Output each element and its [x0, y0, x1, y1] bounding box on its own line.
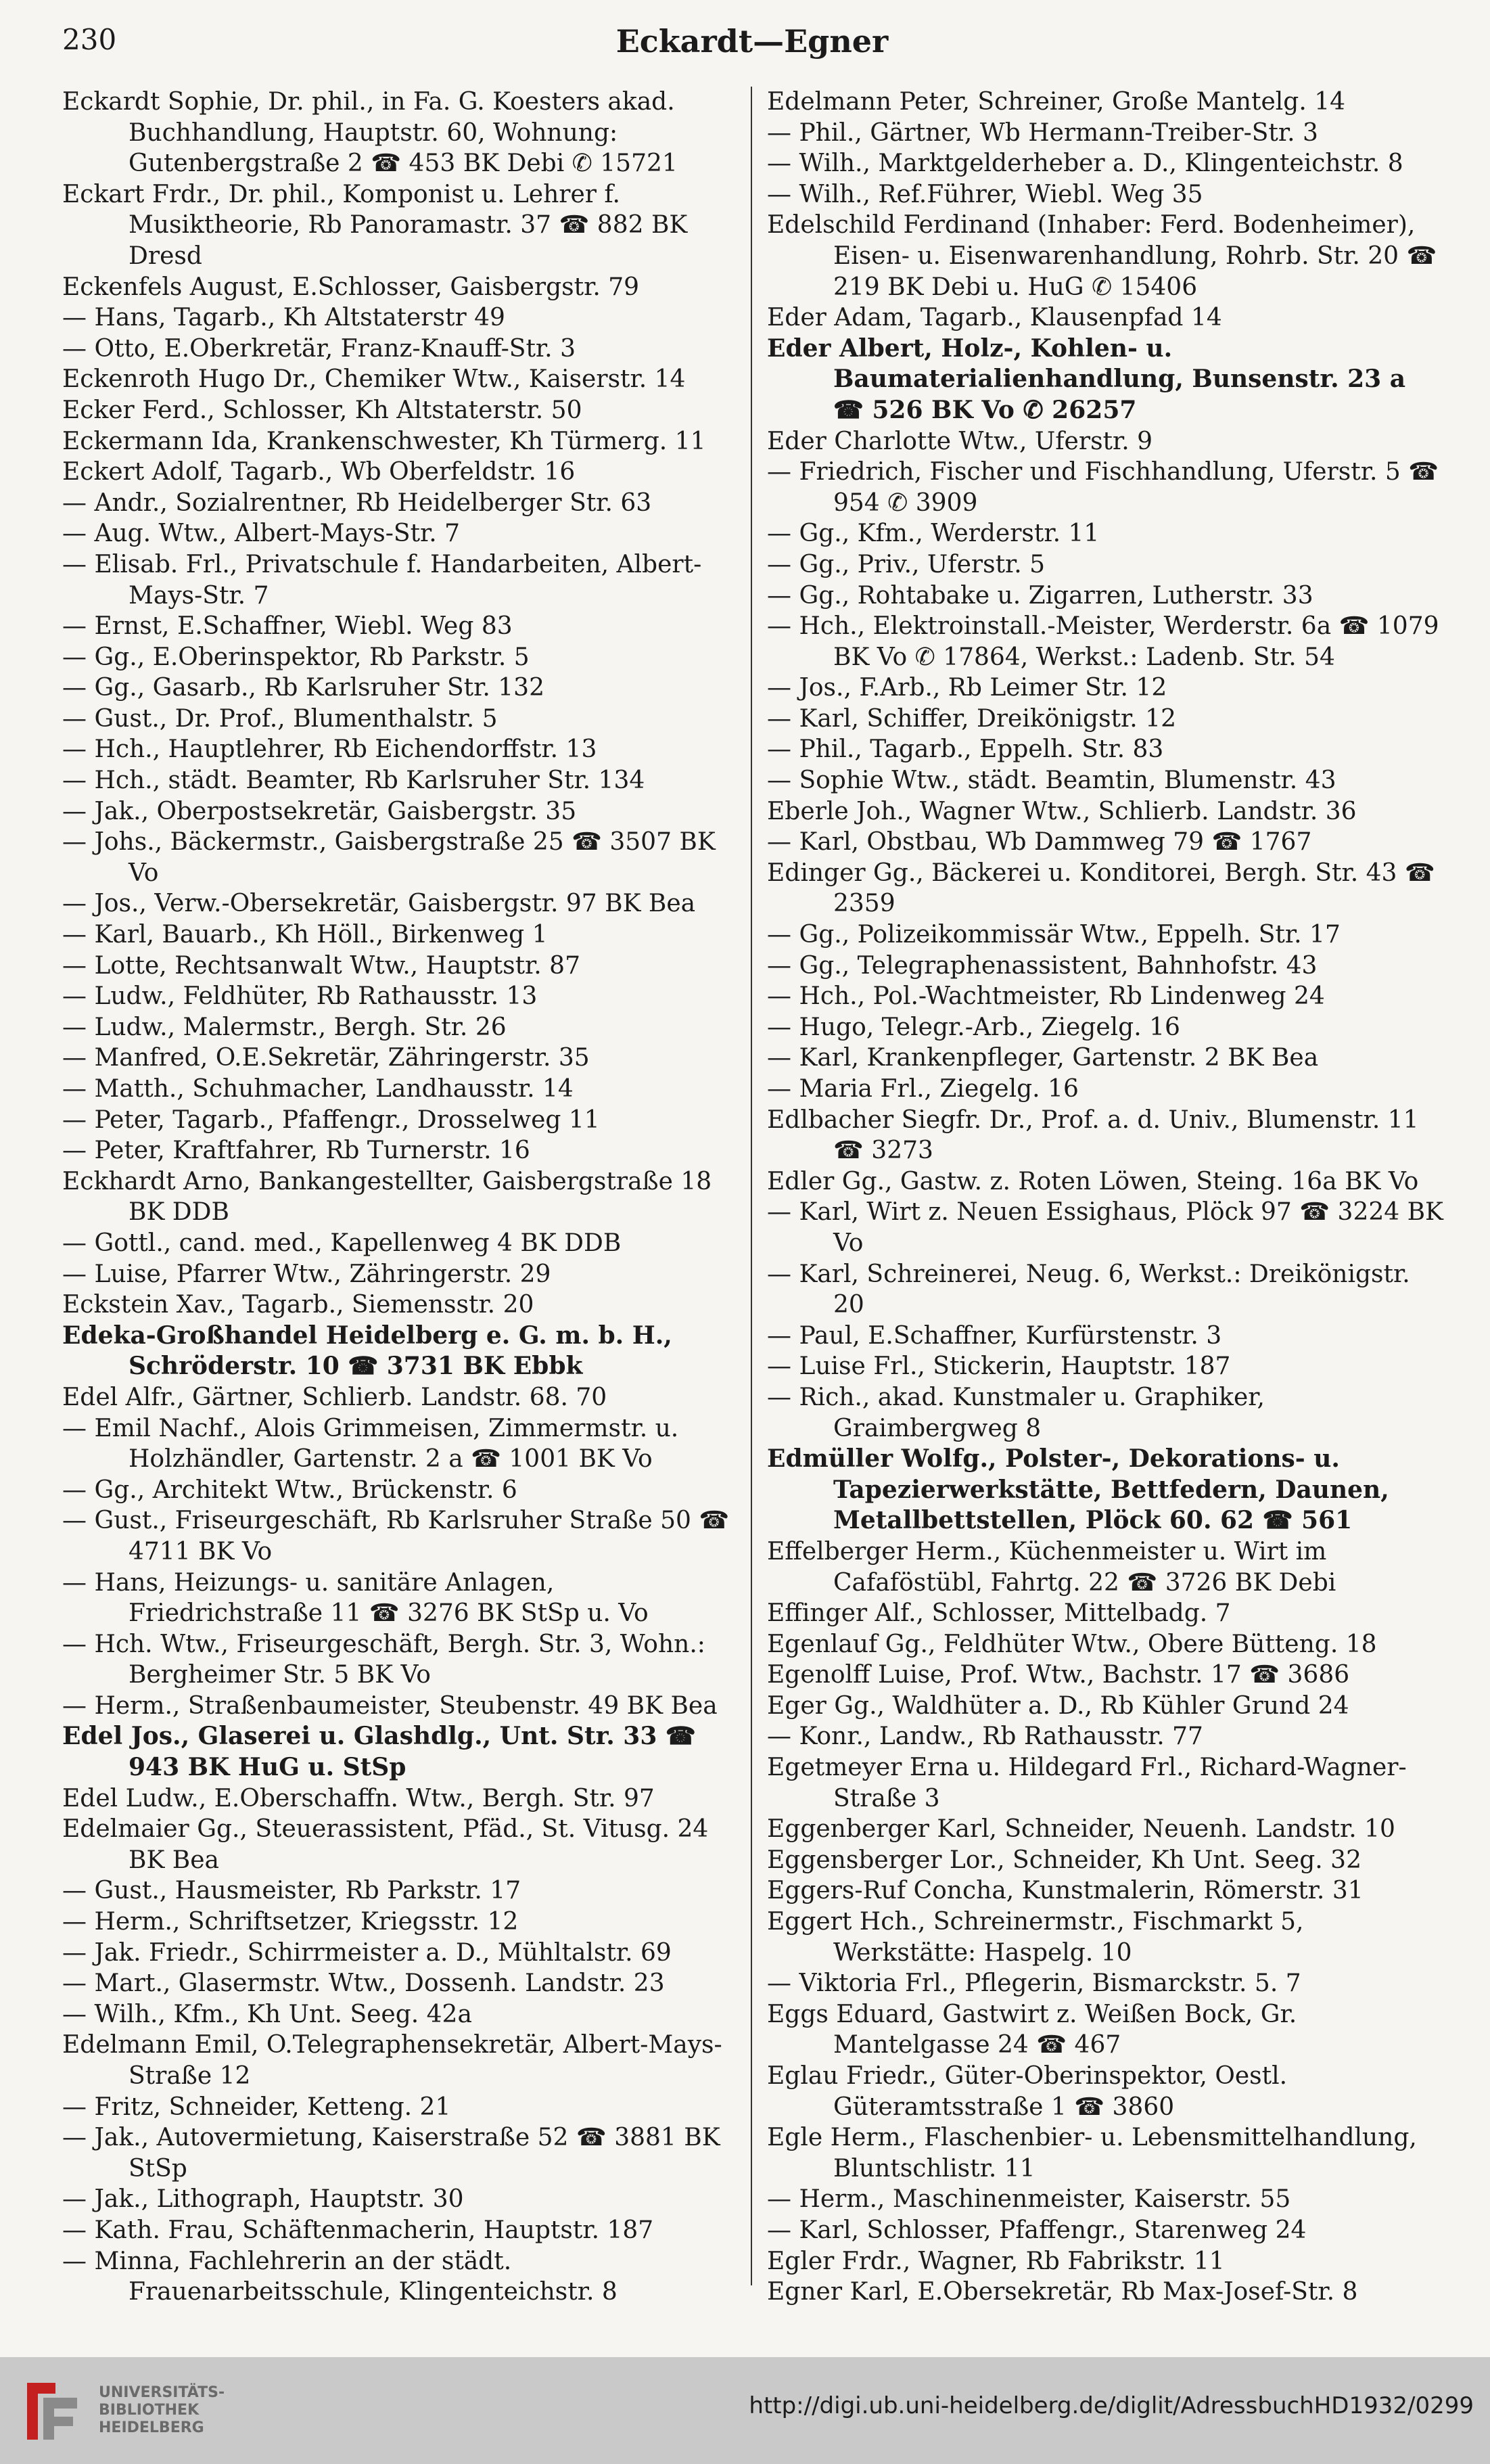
directory-entry: — Wilh., Ref.Führer, Wiebl. Weg 35	[767, 180, 1203, 208]
directory-entry: — Minna, Fachlehrerin an der städt. Frauenarbeitsschule, Klingenteichstr. 8	[62, 2247, 618, 2306]
directory-entry: — Otto, E.Oberkretär, Franz-Knauff-Str. 3	[62, 334, 576, 363]
directory-entry: Edinger Gg., Bäckerei u. Konditorei, Bergh. Str. 43 ☎ 2359	[767, 859, 1435, 918]
directory-entry: — Karl, Bauarb., Kh Höll., Birkenweg 1	[62, 921, 548, 949]
directory-entry: — Lotte, Rechtsanwalt Wtw., Hauptstr. 87	[62, 951, 580, 980]
directory-entry: Eberle Joh., Wagner Wtw., Schlierb. Landstr. 36	[767, 797, 1357, 825]
directory-entry: — Aug. Wtw., Albert-Mays-Str. 7	[62, 520, 461, 548]
directory-entry: — Gg., Polizeikommissär Wtw., Eppelh. Str. 17	[767, 921, 1341, 949]
directory-entry: Edler Gg., Gastw. z. Roten Löwen, Steing. 16a BK Vo	[767, 1167, 1419, 1195]
directory-entry: — Manfred, O.E.Sekretär, Zähringerstr. 35	[62, 1044, 590, 1072]
directory-entry: Effelberger Herm., Küchenmeister u. Wirt im Cafaföstübl, Fahrtg. 22 ☎ 3726 BK Debi	[767, 1537, 1336, 1597]
directory-entry: — Hch., städt. Beamter, Rb Karlsruher Str. 134	[62, 767, 645, 795]
directory-entry: Eckart Frdr., Dr. phil., Komponist u. Lehrer f. Musiktheorie, Rb Panoramastr. 37 ☎ 882 BK Dresd	[62, 180, 688, 270]
directory-entry: Edelmann Peter, Schreiner, Große Mantelg. 14	[767, 88, 1346, 116]
directory-entry: — Jos., F.Arb., Rb Leimer Str. 12	[767, 674, 1167, 702]
directory-entry: Egler Frdr., Wagner, Rb Fabrikstr. 11	[767, 2247, 1225, 2275]
directory-entry: Eggert Hch., Schreinermstr., Fischmarkt 5, Werkstätte: Haspelg. 10	[767, 1908, 1304, 1967]
directory-entry: — Andr., Sozialrentner, Rb Heidelberger Str. 63	[62, 488, 652, 517]
directory-entry: — Hch., Hauptlehrer, Rb Eichendorffstr. 13	[62, 735, 597, 764]
directory-entry: — Karl, Schlosser, Pfaffengr., Starenweg 24	[767, 2216, 1307, 2244]
directory-entry: — Gg., E.Oberinspektor, Rb Parkstr. 5	[62, 643, 530, 671]
page-running-title: Eckardt—Egner	[615, 23, 889, 60]
directory-entry: — Karl, Schreinerei, Neug. 6, Werkst.: Dreikönigstr. 20	[767, 1260, 1410, 1319]
directory-entry: — Gottl., cand. med., Kapellenweg 4 BK DDB	[62, 1229, 622, 1257]
directory-entry: Edel Alfr., Gärtner, Schlierb. Landstr. 68. 70	[62, 1383, 607, 1411]
directory-entry: Egner Karl, E.Obersekretär, Rb Max-Josef-Str. 8	[767, 2278, 1358, 2306]
directory-entry: — Gg., Rohtabake u. Zigarren, Lutherstr. 33	[767, 581, 1313, 610]
column-divider	[751, 87, 752, 2285]
directory-entry: — Ernst, E.Schaffner, Wiebl. Weg 83	[62, 612, 513, 641]
directory-entry: — Hch., Pol.-Wachtmeister, Rb Lindenweg 24	[767, 982, 1325, 1011]
directory-entry: — Herm., Schriftsetzer, Kriegsstr. 12	[62, 1908, 519, 1936]
directory-entry: — Sophie Wtw., städt. Beamtin, Blumenstr. 43	[767, 767, 1336, 795]
directory-entry: Eckenroth Hugo Dr., Chemiker Wtw., Kaiserstr. 14	[62, 365, 686, 394]
directory-entry: — Gust., Hausmeister, Rb Parkstr. 17	[62, 1877, 521, 1905]
directory-entry: — Ludw., Feldhüter, Rb Rathausstr. 13	[62, 982, 538, 1011]
directory-entry: Edelmaier Gg., Steuerassistent, Pfäd., St. Vitusg. 24 BK Bea	[62, 1815, 709, 1874]
directory-entry: — Mart., Glasermstr. Wtw., Dossenh. Landstr. 23	[62, 1969, 665, 1998]
directory-entry: Edeka-Großhandel Heidelberg e. G. m. b. H., Schröderstr. 10 ☎ 3731 BK Ebbk	[62, 1321, 672, 1381]
directory-entry: Edelmann Emil, O.Telegraphensekretär, Albert-Mays-Straße 12	[62, 2031, 722, 2090]
directory-entry: — Karl, Schiffer, Dreikönigstr. 12	[767, 704, 1176, 733]
directory-entry: — Gg., Telegraphenassistent, Bahnhofstr. 43	[767, 951, 1318, 980]
directory-entry: — Gust., Dr. Prof., Blumenthalstr. 5	[62, 704, 498, 733]
directory-entry: — Emil Nachf., Alois Grimmeisen, Zimmermstr. u. Holzhändler, Gartenstr. 2 a ☎ 1001 BK Vo	[62, 1414, 679, 1474]
directory-entry: — Gg., Architekt Wtw., Brückenstr. 6	[62, 1476, 517, 1504]
directory-entry: Eggensberger Lor., Schneider, Kh Unt. Seeg. 32	[767, 1846, 1361, 1874]
directory-entry: — Ludw., Malermstr., Bergh. Str. 26	[62, 1013, 507, 1041]
directory-entry: Edlbacher Siegfr. Dr., Prof. a. d. Univ., Blumenstr. 11 ☎ 3273	[767, 1105, 1419, 1165]
directory-entry: — Fritz, Schneider, Ketteng. 21	[62, 2093, 451, 2121]
directory-entry: — Gg., Priv., Uferstr. 5	[767, 550, 1046, 578]
directory-columns	[62, 87, 1443, 2306]
directory-entry: — Jak., Lithograph, Hauptstr. 30	[62, 2185, 464, 2214]
directory-entry: Eggenberger Karl, Schneider, Neuenh. Landstr. 10	[767, 1815, 1395, 1844]
directory-entry: — Wilh., Kfm., Kh Unt. Seeg. 42a	[62, 2000, 472, 2028]
directory-entry: Eckardt Sophie, Dr. phil., in Fa. G. Koesters akad. Buchhandlung, Hauptstr. 60, Wohnung: Gutenbergstraße 2 ☎ 453 BK Debi ✆ 15721	[62, 88, 678, 178]
directory-entry: Eckhardt Arno, Bankangestellter, Gaisbergstraße 18 BK DDB	[62, 1167, 712, 1227]
directory-entry: Eckenfels August, E.Schlosser, Gaisbergstr. 79	[62, 273, 640, 301]
directory-entry: Edel Ludw., E.Oberschaffn. Wtw., Bergh. Str. 97	[62, 1784, 655, 1812]
directory-entry: Ecker Ferd., Schlosser, Kh Altstaterstr. 50	[62, 396, 582, 424]
directory-entry: — Hch. Wtw., Friseurgeschäft, Bergh. Str. 3, Wohn.: Bergheimer Str. 5 BK Vo	[62, 1630, 705, 1689]
directory-entry: — Hans, Tagarb., Kh Altstaterstr 49	[62, 304, 505, 332]
directory-entry: Edelschild Ferdinand (Inhaber: Ferd. Bodenheimer), Eisen- u. Eisenwarenhandlung, Rohrb. Str. 20 ☎ 219 BK Debi u. HuG ✆ 15406	[767, 211, 1437, 301]
directory-entry: — Jak., Autovermietung, Kaiserstraße 52 ☎ 3881 BK StSp	[62, 2124, 720, 2183]
directory-entry: Eder Albert, Holz-, Kohlen- u. Baumaterialienhandlung, Bunsenstr. 23 a ☎ 526 BK Vo ✆ 26257	[767, 334, 1406, 424]
directory-entry: — Peter, Kraftfahrer, Rb Turnerstr. 16	[62, 1137, 530, 1165]
directory-entry: — Karl, Obstbau, Wb Dammweg 79 ☎ 1767	[767, 828, 1312, 857]
directory-entry: — Karl, Wirt z. Neuen Essighaus, Plöck 97 ☎ 3224 BK Vo	[767, 1198, 1443, 1257]
library-logo-icon[interactable]	[15, 2377, 89, 2445]
directory-entry: Eger Gg., Waldhüter a. D., Rb Kühler Grund 24	[767, 1691, 1349, 1720]
directory-entry: — Herm., Maschinenmeister, Kaiserstr. 55	[767, 2185, 1291, 2214]
page-header	[62, 23, 1442, 64]
directory-entry: — Hch., Elektroinstall.-Meister, Werderstr. 6a ☎ 1079 BK Vo ✆ 17864, Werkst.: Ladenb. Str. 54	[767, 612, 1439, 671]
directory-entry: Egle Herm., Flaschenbier- u. Lebensmittelhandlung, Bluntschlistr. 11	[767, 2124, 1417, 2183]
directory-entry: — Friedrich, Fischer und Fischhandlung, Uferstr. 5 ☎ 954 ✆ 3909	[767, 458, 1439, 517]
directory-entry: — Phil., Tagarb., Eppelh. Str. 83	[767, 735, 1164, 764]
directory-entry: Edmüller Wolfg., Polster-, Dekorations- u. Tapezierwerkstätte, Bettfedern, Daunen, Metallbettstellen, Plöck 60. 62 ☎ 561	[767, 1444, 1389, 1535]
directory-entry: — Konr., Landw., Rb Rathausstr. 77	[767, 1722, 1203, 1751]
directory-entry: — Kath. Frau, Schäftenmacherin, Hauptstr. 187	[62, 2216, 654, 2244]
directory-entry: — Peter, Tagarb., Pfaffengr., Drosselweg 11	[62, 1105, 600, 1134]
directory-entry: — Karl, Krankenpfleger, Gartenstr. 2 BK Bea	[767, 1044, 1319, 1072]
directory-entry: — Paul, E.Schaffner, Kurfürstenstr. 3	[767, 1321, 1222, 1350]
directory-entry: — Rich., akad. Kunstmaler u. Graphiker, Graimbergweg 8	[767, 1383, 1265, 1442]
directory-entry: — Gust., Friseurgeschäft, Rb Karlsruher Straße 50 ☎ 4711 BK Vo	[62, 1507, 730, 1566]
directory-entry: — Hans, Heizungs- u. sanitäre Anlagen, Friedrichstraße 11 ☎ 3276 BK StSp u. Vo	[62, 1568, 649, 1628]
directory-entry: Edel Jos., Glaserei u. Glashdlg., Unt. Str. 33 ☎ 943 BK HuG u. StSp	[62, 1722, 696, 1782]
right-column	[767, 87, 1443, 2306]
directory-entry: Eckert Adolf, Tagarb., Wb Oberfeldstr. 16	[62, 458, 576, 486]
directory-entry: Effinger Alf., Schlosser, Mittelbadg. 7	[767, 1599, 1231, 1628]
directory-entry: — Herm., Straßenbaumeister, Steubenstr. 49 BK Bea	[62, 1691, 718, 1720]
directory-entry: — Phil., Gärtner, Wb Hermann-Treiber-Str. 3	[767, 118, 1318, 147]
directory-entry: Eder Charlotte Wtw., Uferstr. 9	[767, 427, 1153, 455]
directory-entry: — Wilh., Marktgelderheber a. D., Klingenteichstr. 8	[767, 150, 1403, 178]
directory-entry: — Hugo, Telegr.-Arb., Ziegelg. 16	[767, 1013, 1180, 1041]
page-number: 230	[62, 23, 117, 56]
directory-entry: — Gg., Kfm., Werderstr. 11	[767, 520, 1100, 548]
directory-entry: — Jak. Friedr., Schirrmeister a. D., Mühltalstr. 69	[62, 1938, 672, 1967]
library-name: UNIVERSITÄTS- BIBLIOTHEK HEIDELBERG	[99, 2384, 225, 2436]
directory-entry: Eder Adam, Tagarb., Klausenpfad 14	[767, 304, 1222, 332]
directory-entry: — Gg., Gasarb., Rb Karlsruher Str. 132	[62, 674, 544, 702]
directory-entry: — Luise, Pfarrer Wtw., Zähringerstr. 29	[62, 1260, 551, 1288]
directory-entry: Eckermann Ida, Krankenschwester, Kh Türmerg. 11	[62, 427, 706, 455]
directory-entry: — Jos., Verw.-Obersekretär, Gaisbergstr. 97 BK Bea	[62, 890, 696, 918]
directory-entry: Egetmeyer Erna u. Hildegard Frl., Richard-Wagner-Straße 3	[767, 1754, 1407, 1812]
directory-entry: — Luise Frl., Stickerin, Hauptstr. 187	[767, 1352, 1231, 1381]
directory-entry: Eggs Eduard, Gastwirt z. Weißen Bock, Gr. Mantelgasse 24 ☎ 467	[767, 2000, 1297, 2059]
directory-entry: — Matth., Schuhmacher, Landhausstr. 14	[62, 1075, 574, 1103]
directory-entry: Eggers-Ruf Concha, Kunstmalerin, Römerstr. 31	[767, 1877, 1364, 1905]
directory-entry: Egenlauf Gg., Feldhüter Wtw., Obere Bütteng. 18	[767, 1630, 1377, 1658]
source-url-link[interactable]: http://digi.ub.uni-heidelberg.de/diglit/AdressbuchHD1932/0299	[749, 2392, 1474, 2419]
directory-entry: — Jak., Oberpostsekretär, Gaisbergstr. 35	[62, 797, 577, 825]
directory-entry: Eglau Friedr., Güter-Oberinspektor, Oestl. Güteramtsstraße 1 ☎ 3860	[767, 2062, 1288, 2121]
directory-entry: — Maria Frl., Ziegelg. 16	[767, 1075, 1079, 1103]
viewer-footer	[0, 2357, 1490, 2464]
directory-entry: — Johs., Bäckermstr., Gaisbergstraße 25 ☎ 3507 BK Vo	[62, 828, 716, 887]
directory-entry: Eckstein Xav., Tagarb., Siemensstr. 20	[62, 1291, 534, 1319]
left-column	[62, 87, 739, 2306]
directory-entry: — Viktoria Frl., Pflegerin, Bismarckstr. 5. 7	[767, 1969, 1301, 1998]
directory-entry: — Elisab. Frl., Privatschule f. Handarbeiten, Albert-Mays-Str. 7	[62, 550, 702, 610]
directory-entry: Egenolff Luise, Prof. Wtw., Bachstr. 17 ☎ 3686	[767, 1661, 1350, 1689]
